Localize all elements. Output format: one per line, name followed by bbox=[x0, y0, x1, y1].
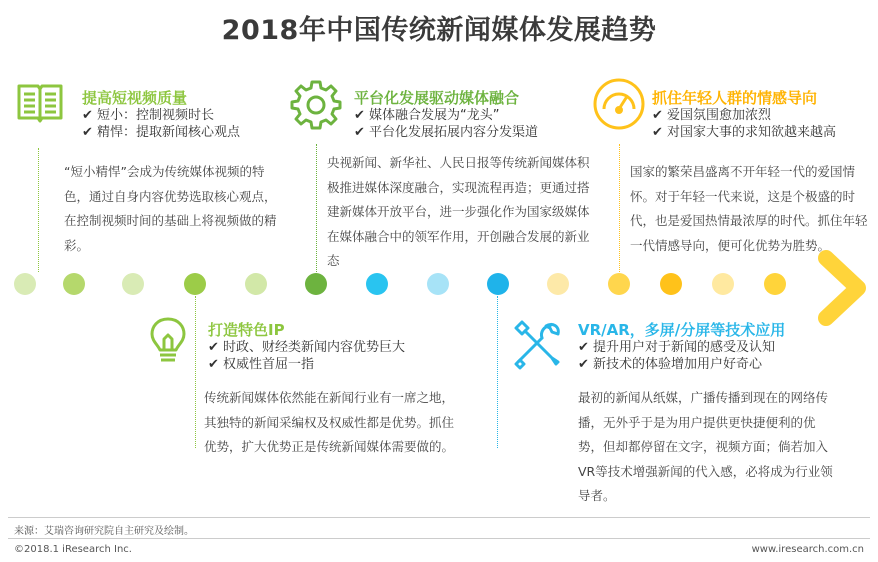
card-description: 国家的繁荣昌盛离不开年轻一代的爱国情怀。对于年轻一代来说，这是个极盛的时代，也是爱国热情最浓厚的时代。抓住年轻一代情感导向，便可化优势为胜势。 bbox=[630, 164, 868, 253]
source-note: 来源：艾瑞咨询研究院自主研究及绘制。 bbox=[14, 526, 194, 537]
copyright: ©2018.1 iResearch Inc. bbox=[14, 544, 132, 555]
timeline-dot bbox=[427, 273, 449, 295]
connector-line bbox=[619, 144, 620, 272]
timeline-dot bbox=[14, 273, 36, 295]
timeline-dot bbox=[63, 273, 85, 295]
bullet-list bbox=[578, 339, 775, 373]
bullet-text: 短小：控制视频时长 bbox=[97, 108, 215, 123]
check-icon: ✔ bbox=[578, 357, 589, 372]
divider bbox=[8, 517, 870, 518]
gauge-icon bbox=[592, 77, 646, 131]
timeline-dot bbox=[660, 273, 682, 295]
card-title: VR/AR，多屏/分屏等技术应用 bbox=[578, 321, 786, 339]
timeline-dot bbox=[487, 273, 509, 295]
bullet-list bbox=[208, 339, 405, 373]
check-icon: ✔ bbox=[82, 125, 93, 140]
tools-icon bbox=[512, 318, 564, 370]
timeline-dot bbox=[366, 273, 388, 295]
card-title: 打造特色IP bbox=[208, 321, 285, 339]
bullet-text: 媒体融合发展为“龙头” bbox=[369, 108, 500, 123]
website: www.iresearch.com.cn bbox=[751, 544, 864, 555]
check-icon: ✔ bbox=[82, 108, 93, 123]
connector-line bbox=[316, 144, 317, 272]
timeline-dot bbox=[245, 273, 267, 295]
card-title: 平台化发展驱动媒体融合 bbox=[354, 89, 520, 107]
bullet-list bbox=[354, 107, 538, 141]
timeline-dot bbox=[184, 273, 206, 295]
gear-icon bbox=[290, 78, 342, 130]
bullet-list bbox=[652, 107, 836, 141]
timeline-dot bbox=[547, 273, 569, 295]
connector-line bbox=[195, 296, 196, 448]
timeline-dot bbox=[122, 273, 144, 295]
card-title: 提高短视频质量 bbox=[82, 89, 188, 107]
bullet-text: 平台化发展拓展内容分发渠道 bbox=[369, 125, 539, 140]
check-icon: ✔ bbox=[354, 108, 365, 123]
timeline-dot bbox=[305, 273, 327, 295]
card-title: 抓住年轻人群的情感导向 bbox=[652, 89, 818, 107]
bullet-text: 爱国氛围愈加浓烈 bbox=[667, 108, 772, 123]
timeline-arrow-icon bbox=[812, 250, 872, 326]
bullet-text: 对国家大事的求知欲越来越高 bbox=[667, 125, 837, 140]
check-icon: ✔ bbox=[652, 108, 663, 123]
timeline-dot bbox=[608, 273, 630, 295]
check-icon: ✔ bbox=[208, 357, 219, 372]
bullet-text: 时政、财经类新闻内容优势巨大 bbox=[223, 340, 406, 355]
card-description: 央视新闻、新华社、人民日报等传统新闻媒体积极推进媒体深度融合，实现流程再造；更通过搭建新媒体开放平台，进一步强化作为国家级媒体在媒体融合中的领军作用，开创融合发展的新业态 bbox=[327, 155, 590, 268]
connector-line bbox=[497, 296, 498, 448]
card-description: “短小精悍”会成为传统媒体视频的特色，通过自身内容优势选取核心观点，在控制视频时间的基础上将视频做的精彩。 bbox=[64, 164, 277, 253]
timeline-dot bbox=[764, 273, 786, 295]
bullet-text: 精悍：提取新闻核心观点 bbox=[97, 125, 241, 140]
timeline-dot bbox=[712, 273, 734, 295]
bullet-text: 提升用户对于新闻的感受及认知 bbox=[593, 340, 776, 355]
card-description: 传统新闻媒体依然能在新闻行业有一席之地，其独特的新闻采编权及权威性都是优势。抓住优势，扩大优势正是传统新闻媒体需要做的。 bbox=[204, 390, 455, 454]
bullet-list bbox=[82, 107, 240, 141]
book-icon bbox=[16, 80, 64, 124]
card-description: 最初的新闻从纸媒，广播传播到现在的网络传播，无外乎于是为用户提供更快捷便利的优势，但却都停留在文字，视频方面；倘若加入VR等技术增强新闻的代入感，必将成为行业领导者。 bbox=[578, 390, 833, 503]
connector-line bbox=[38, 148, 39, 272]
check-icon: ✔ bbox=[578, 340, 589, 355]
divider bbox=[8, 538, 870, 539]
bullet-text: 权威性首屈一指 bbox=[223, 357, 315, 372]
check-icon: ✔ bbox=[354, 125, 365, 140]
check-icon: ✔ bbox=[652, 125, 663, 140]
check-icon: ✔ bbox=[208, 340, 219, 355]
page-title: 2018年中国传统新闻媒体发展趋势 bbox=[221, 15, 657, 46]
bullet-text: 新技术的体验增加用户好奇心 bbox=[593, 357, 763, 372]
lightbulb-icon bbox=[148, 315, 188, 367]
